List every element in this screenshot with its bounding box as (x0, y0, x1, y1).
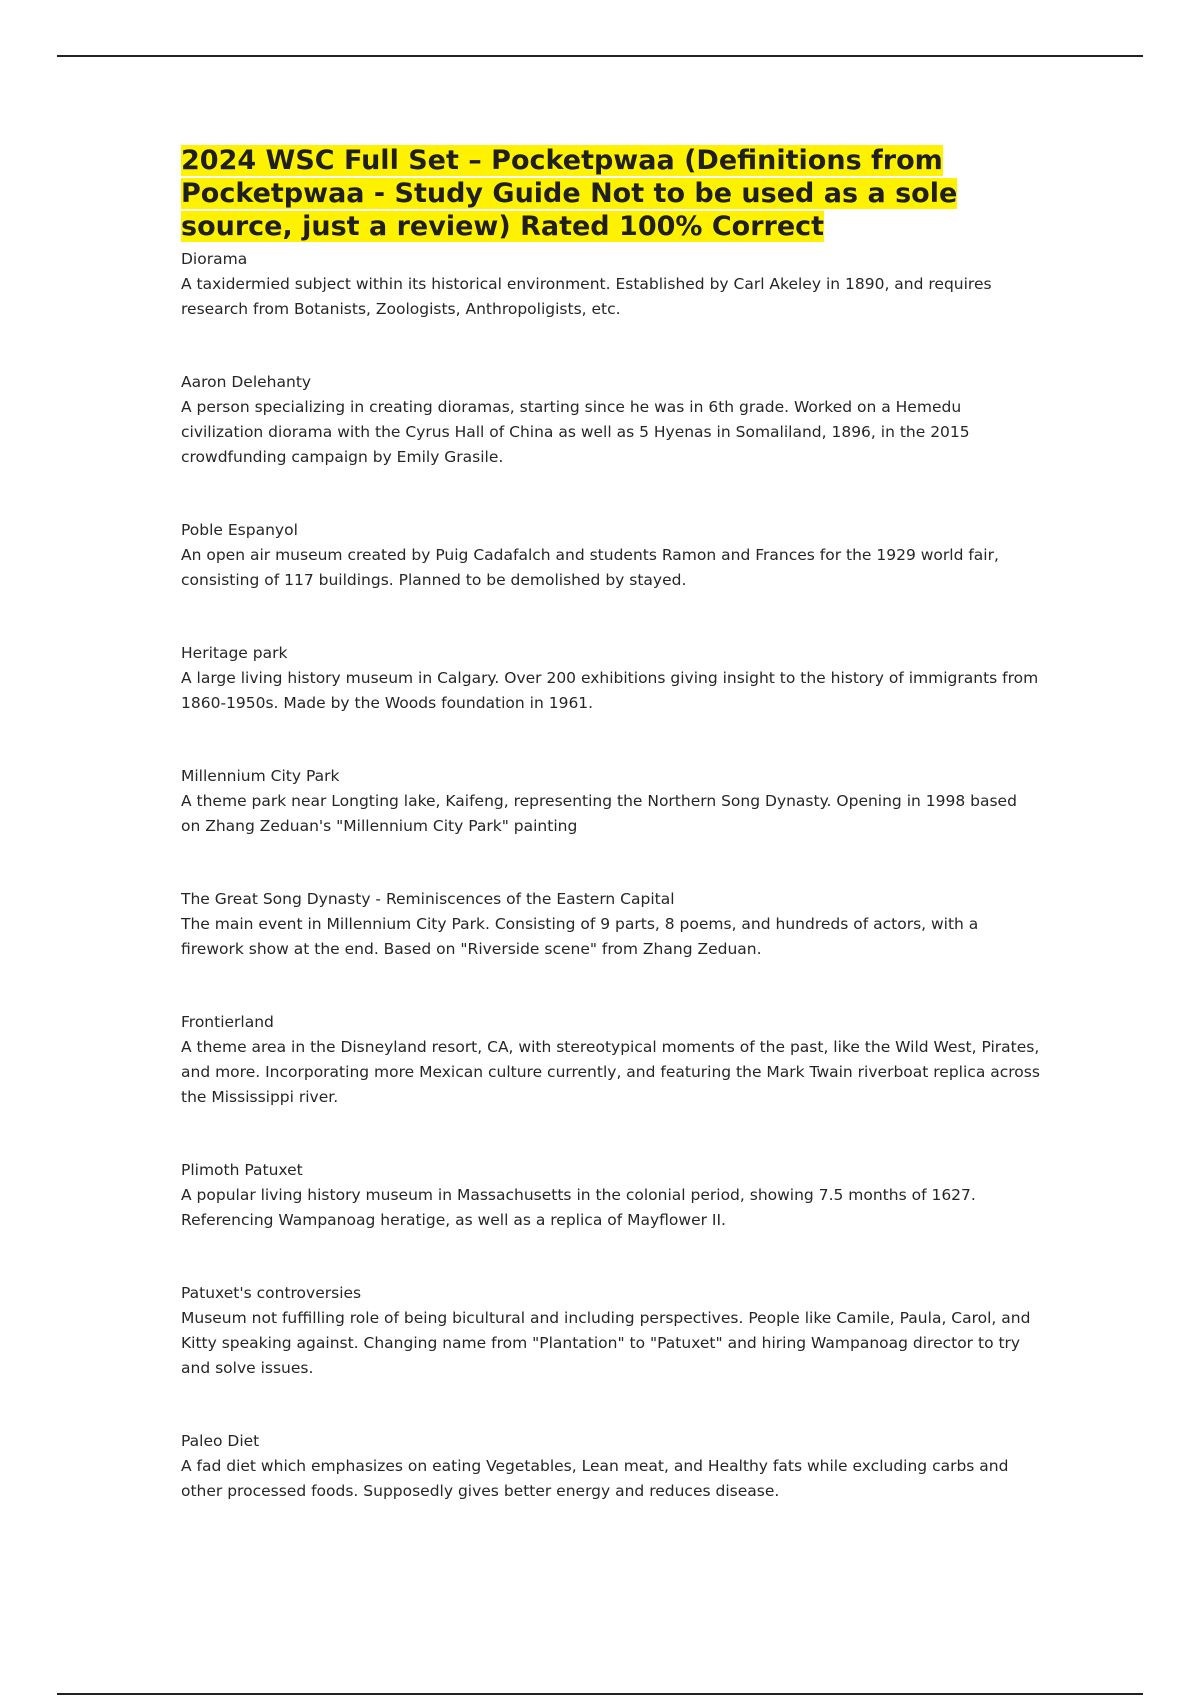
document-title-highlight: 2024 WSC Full Set – Pocketpwaa (Definitions from Pocketpwaa - Study Guide Not to be used as a sole source, just a review) Rated 100% Correct (181, 145, 958, 242)
entry-term: Plimoth Patuxet (181, 1161, 303, 1179)
page-bottom-rule (57, 1693, 1143, 1695)
entry-term: Poble Espanyol (181, 521, 298, 539)
definition-entry (181, 370, 1041, 470)
entry-definition: A theme park near Longting lake, Kaifeng, representing the Northern Song Dynasty. Opening in 1998 based on Zhang Zeduan's "Millennium City Park" painting (181, 792, 1017, 835)
entry-definition: A theme area in the Disneyland resort, CA, with stereotypical moments of the past, like the Wild West, Pirates, and more. Incorporating more Mexican culture currently, and featuring the Mark Twain riverboat replica across the Mississippi river. (181, 1038, 1040, 1106)
document-title (181, 144, 1041, 243)
entry-term: Heritage park (181, 644, 288, 662)
entry-definition: A popular living history museum in Massachusetts in the colonial period, showing 7.5 months of 1627. Referencing Wampanoag heratige, as well as a replica of Mayflower II. (181, 1186, 976, 1229)
entry-definition: A taxidermied subject within its historical environment. Established by Carl Akeley in 1890, and requires research from Botanists, Zoologists, Anthropoligists, etc. (181, 275, 992, 318)
definition-entry (181, 518, 1041, 593)
definition-entry (181, 1281, 1041, 1381)
definition-entry (181, 887, 1041, 962)
entry-definition: A large living history museum in Calgary. Over 200 exhibitions giving insight to the history of immigrants from 1860-1950s. Made by the Woods foundation in 1961. (181, 669, 1039, 712)
entry-term: Diorama (181, 250, 248, 268)
definition-entry (181, 641, 1041, 716)
entry-term: Millennium City Park (181, 767, 340, 785)
entry-term: The Great Song Dynasty - Reminiscences of the Eastern Capital (181, 890, 675, 908)
definition-entry (181, 247, 1041, 322)
entry-definition: Museum not fuffilling role of being bicultural and including perspectives. People like Camile, Paula, Carol, and Kitty speaking against. Changing name from "Plantation" to "Patuxet" and hiring Wampanoag director to try and solve issues. (181, 1309, 1031, 1377)
entry-definition: An open air museum created by Puig Cadafalch and students Ramon and Frances for the 1929 world fair, consisting of 117 buildings. Planned to be demolished by stayed. (181, 546, 999, 589)
definition-entry (181, 1158, 1041, 1233)
entry-term: Frontierland (181, 1013, 274, 1031)
entry-term: Paleo Diet (181, 1432, 260, 1450)
page-top-rule (57, 55, 1143, 57)
entry-definition: A fad diet which emphasizes on eating Vegetables, Lean meat, and Healthy fats while excluding carbs and other processed foods. Supposedly gives better energy and reduces disease. (181, 1457, 1009, 1500)
entry-definition: The main event in Millennium City Park. Consisting of 9 parts, 8 poems, and hundreds of actors, with a firework show at the end. Based on "Riverside scene" from Zhang Zeduan. (181, 915, 979, 958)
document-body (181, 144, 1041, 1552)
definition-list (181, 247, 1041, 1504)
definition-entry (181, 1010, 1041, 1110)
definition-entry (181, 1429, 1041, 1504)
entry-term: Patuxet's controversies (181, 1284, 362, 1302)
entry-definition: A person specializing in creating dioramas, starting since he was in 6th grade. Worked on a Hemedu civilization diorama with the Cyrus Hall of China as well as 5 Hyenas in Somaliland, 1896, in the 2015 crowdfunding campaign by Emily Grasile. (181, 398, 970, 466)
definition-entry (181, 764, 1041, 839)
entry-term: Aaron Delehanty (181, 373, 312, 391)
